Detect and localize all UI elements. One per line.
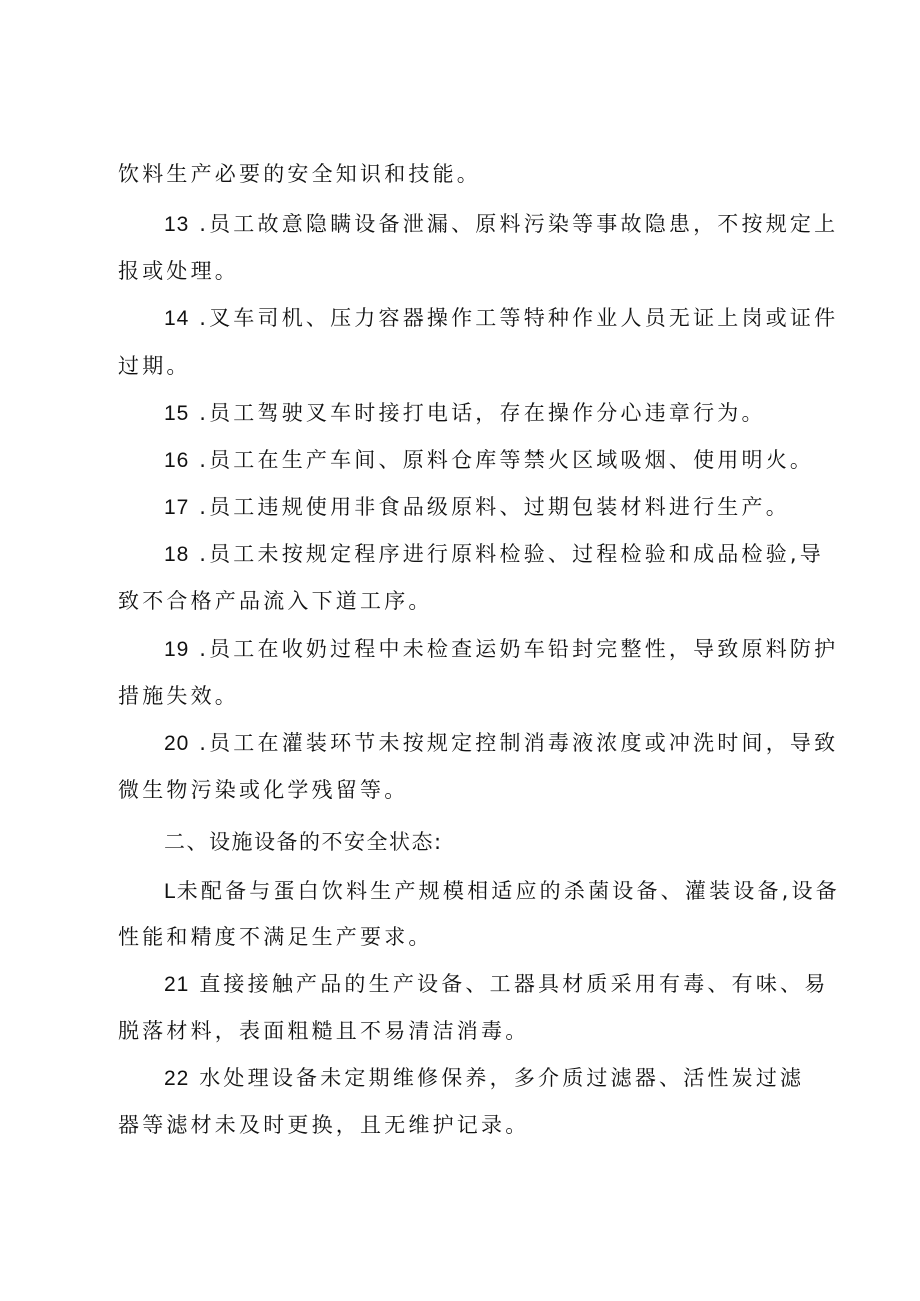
item-19-line-1 xyxy=(164,634,838,665)
item-l-line-1 xyxy=(164,876,840,907)
line-text: .叉车司机、压力容器操作工等特种作业人员无证上岗或证件 xyxy=(189,306,839,330)
item-22-line-2 xyxy=(118,1110,529,1140)
item-13-line-2 xyxy=(118,256,239,286)
item-number: 22 xyxy=(164,1067,190,1090)
item-20-line-1 xyxy=(164,728,838,759)
item-number: 18 xyxy=(164,543,190,566)
item-number: 15 xyxy=(164,402,190,425)
heading-text: 二、设施设备的不安全状态: xyxy=(164,830,443,854)
item-number: 17 xyxy=(164,496,190,519)
item-l-line-2 xyxy=(118,922,433,952)
line-text: .员工驾驶叉车时接打电话，存在操作分心违章行为。 xyxy=(189,401,766,425)
item-16-line-1 xyxy=(164,445,814,476)
line-text: 性能和精度不满足生产要求。 xyxy=(118,925,433,949)
line-text: 过期。 xyxy=(118,354,191,378)
item-number: 13 xyxy=(164,213,190,236)
item-19-line-2 xyxy=(118,681,239,711)
item-number: 16 xyxy=(164,449,190,472)
item-13-line-1 xyxy=(164,209,838,240)
item-20-line-2 xyxy=(118,775,408,805)
item-17-line-1 xyxy=(164,492,790,523)
line-text: 致不合格产品流入下道工序。 xyxy=(118,589,433,613)
item-18-line-2 xyxy=(118,586,433,616)
line-text: 未配备与蛋白饮料生产规模相适应的杀菌设备、灌装设备,设备 xyxy=(176,879,840,903)
paragraph-continuation-line xyxy=(118,159,481,189)
line-text: 水处理设备未定期维修保养，多介质过滤器、活性炭过滤 xyxy=(189,1066,805,1090)
line-text: 直接接触产品的生产设备、工器具材质采用有毒、有味、易 xyxy=(189,972,829,996)
line-text: 报或处理。 xyxy=(118,259,239,283)
line-text: 器等滤材未及时更换，且无维护记录。 xyxy=(118,1113,530,1137)
item-number: 21 xyxy=(164,973,190,996)
line-text: 饮料生产必要的安全知识和技能。 xyxy=(118,162,481,186)
item-21-line-2 xyxy=(118,1016,529,1046)
item-15-line-1 xyxy=(164,398,766,429)
item-22-line-1 xyxy=(164,1063,804,1094)
item-18-line-1 xyxy=(164,539,824,570)
item-14-line-1 xyxy=(164,303,838,334)
line-text: .员工故意隐瞒设备泄漏、原料污染等事故隐患，不按规定上 xyxy=(189,212,839,236)
item-number: 19 xyxy=(164,638,190,661)
item-21-line-1 xyxy=(164,969,828,1000)
line-text: .员工未按规定程序进行原料检验、过程检验和成品检验,导 xyxy=(189,542,824,566)
line-text: .员工违规使用非食品级原料、过期包装材料进行生产。 xyxy=(189,495,790,519)
section-heading xyxy=(164,827,443,857)
item-number: 14 xyxy=(164,307,190,330)
item-number: 20 xyxy=(164,732,190,755)
line-text: 微生物污染或化学残留等。 xyxy=(118,778,409,802)
line-text: 措施失效。 xyxy=(118,684,239,708)
line-text: .员工在生产车间、原料仓库等禁火区域吸烟、使用明火。 xyxy=(189,448,815,472)
line-text: .员工在收奶过程中未检查运奶车铅封完整性，导致原料防护 xyxy=(189,637,839,661)
line-text: .员工在灌装环节未按规定控制消毒液浓度或冲洗时间，导致 xyxy=(189,731,839,755)
line-text: 脱落材料，表面粗糙且不易清洁消毒。 xyxy=(118,1019,530,1043)
item-14-line-2 xyxy=(118,351,191,381)
item-number: L xyxy=(164,880,177,903)
